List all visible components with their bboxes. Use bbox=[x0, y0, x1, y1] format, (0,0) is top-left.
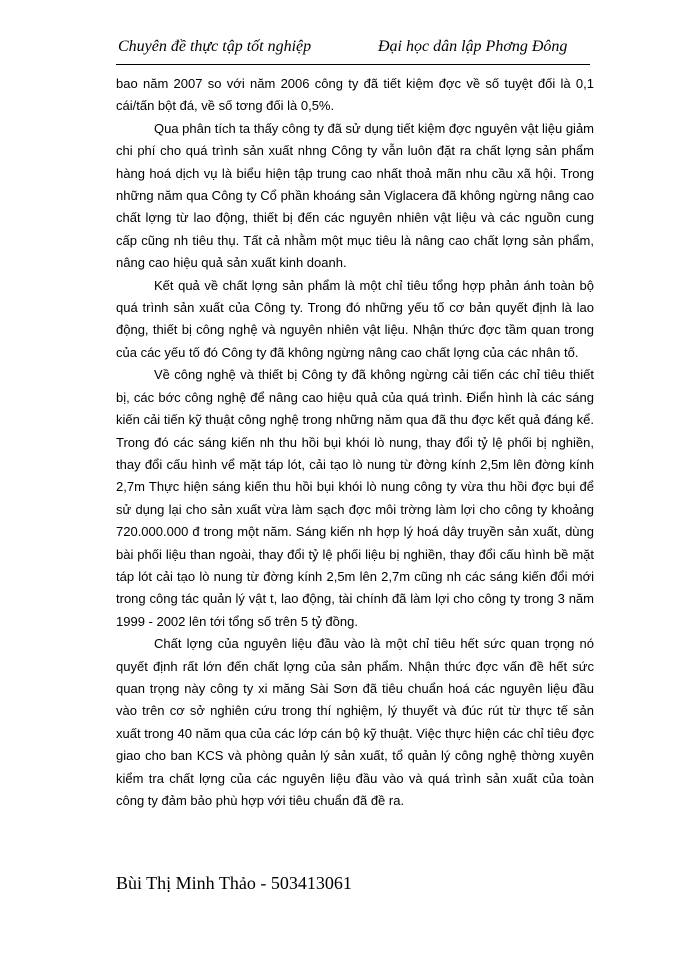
header-title: Chuyên đề thực tập tốt nghiệp bbox=[118, 38, 312, 55]
document-body bbox=[116, 73, 594, 812]
paragraph: Chất lợng của nguyên liệu đầu vào là một chỉ tiêu hết sức quan trọng nó quyết định rất lớn đến chất lợng của sản phẩm. Nhận thức đợc vấn đề hết sức quan trọng này công ty xi măng Sài Sơn đã tiêu chuẩn hoá các nguyên liệu đầu vào trên cơ sở nghiên cứu trong thí nghiệm, lý thuyết và đúc rút từ thực tế sản xuất trong 40 năm qua của các lớp cán bộ kỹ thuật. Việc thực hiện các chỉ tiêu đợc giao cho ban KCS và phòng quản lý sản xuất, tổ quản lý công nghệ thờng xuyên kiểm tra chất lợng của các nguyên liệu đầu vào và quá trình sản xuất của toàn công ty đảm bảo phù hợp với tiêu chuẩn đã đề ra. bbox=[116, 636, 594, 808]
page-footer-author: Bùi Thị Minh Thảo - 503413061 bbox=[116, 873, 352, 893]
header-university: Đại học dân lập Phơng Đông bbox=[378, 38, 568, 55]
paragraph: Qua phân tích ta thấy công ty đã sử dụng tiết kiệm đợc nguyên vật liệu giảm chi phí cho quá trình sản xuất nhng Công ty vẫn luôn đặt ra chất lợng sản phẩm hàng hoá dịch vụ là biểu hiện tập trung cao nhất thoả mãn nhu cầu xã hội. Trong những năm qua Công ty Cổ phần khoáng sản Viglacera đã không ngừng nâng cao chất lợng từ lao động, thiết bị đến các nguyên nhiên vật liệu và các nguồn cung cấp cũng nh tiêu thụ. Tất cả nhằm một mục tiêu là nâng cao chất lợng sản phẩm, nâng cao hiệu quả sản xuất kinh doanh. bbox=[116, 120, 594, 271]
paragraph-continuation: bao năm 2007 so với năm 2006 công ty đã tiết kiệm đợc về số tuyệt đối là 0,1 cái/tấn bột đá, về số tơng đối là 0,5%. bbox=[116, 76, 594, 114]
paragraph: Về công nghệ và thiết bị Công ty đã không ngừng cải tiến các chỉ tiêu thiết bị, các bớc công nghệ để nâng cao hiệu quả của quá trình. Điển hình là các sáng kiến cải tiến kỹ thuật công nghệ trong những năm qua đã thu đợc kết quả đáng kể. Trong đó các sáng kiến nh thu hồi bụi khói lò nung, thay đổi tỷ lệ phối bị nghiền, thay đổi cấu hình vể mặt táp lót, cải tạo lò nung từ đờng kính 2,5m lên đờng kính 2,7m Thực hiện sáng kiến thu hồi bụi khói lò nung công ty vừa thu hồi đợc bụi để sử dụng lại cho sản xuất vừa làm sạch đợc môi trờng làm lợi cho công ty khoảng 720.000.000 đ trong một năm. Sáng kiến nh hợp lý hoá dây truyền sản xuất, dùng bài phối liệu than ngoài, thay đổi tỷ lệ phối liệu bị nghiền, thay đổi cấu hình bề mặt táp lót cải tạo lò nung từ đờng kính 2,5m lên 2,7m cũng nh các sáng kiến đổi mới trong công tác quản lý vật t, lao động, tài chính đã làm lợi cho công ty trong 3 năm 1999 - 2002 lên tới tổng số trên 5 tỷ đồng. bbox=[116, 367, 594, 629]
paragraph: Kết quả về chất lợng sản phẩm là một chỉ tiêu tổng hợp phản ánh toàn bộ quá trình sản xuất của Công ty. Trong đó những yếu tố cơ bản quyết định là lao động, thiết bị công nghệ và nguyên nhiên vật liệu. Nhận thức đợc tầm quan trong của các yếu tố đó Công ty đã không ngừng nâng cao chất lợng của các nhân tố. bbox=[116, 277, 594, 360]
header-divider bbox=[116, 64, 590, 65]
page-header bbox=[118, 38, 618, 62]
